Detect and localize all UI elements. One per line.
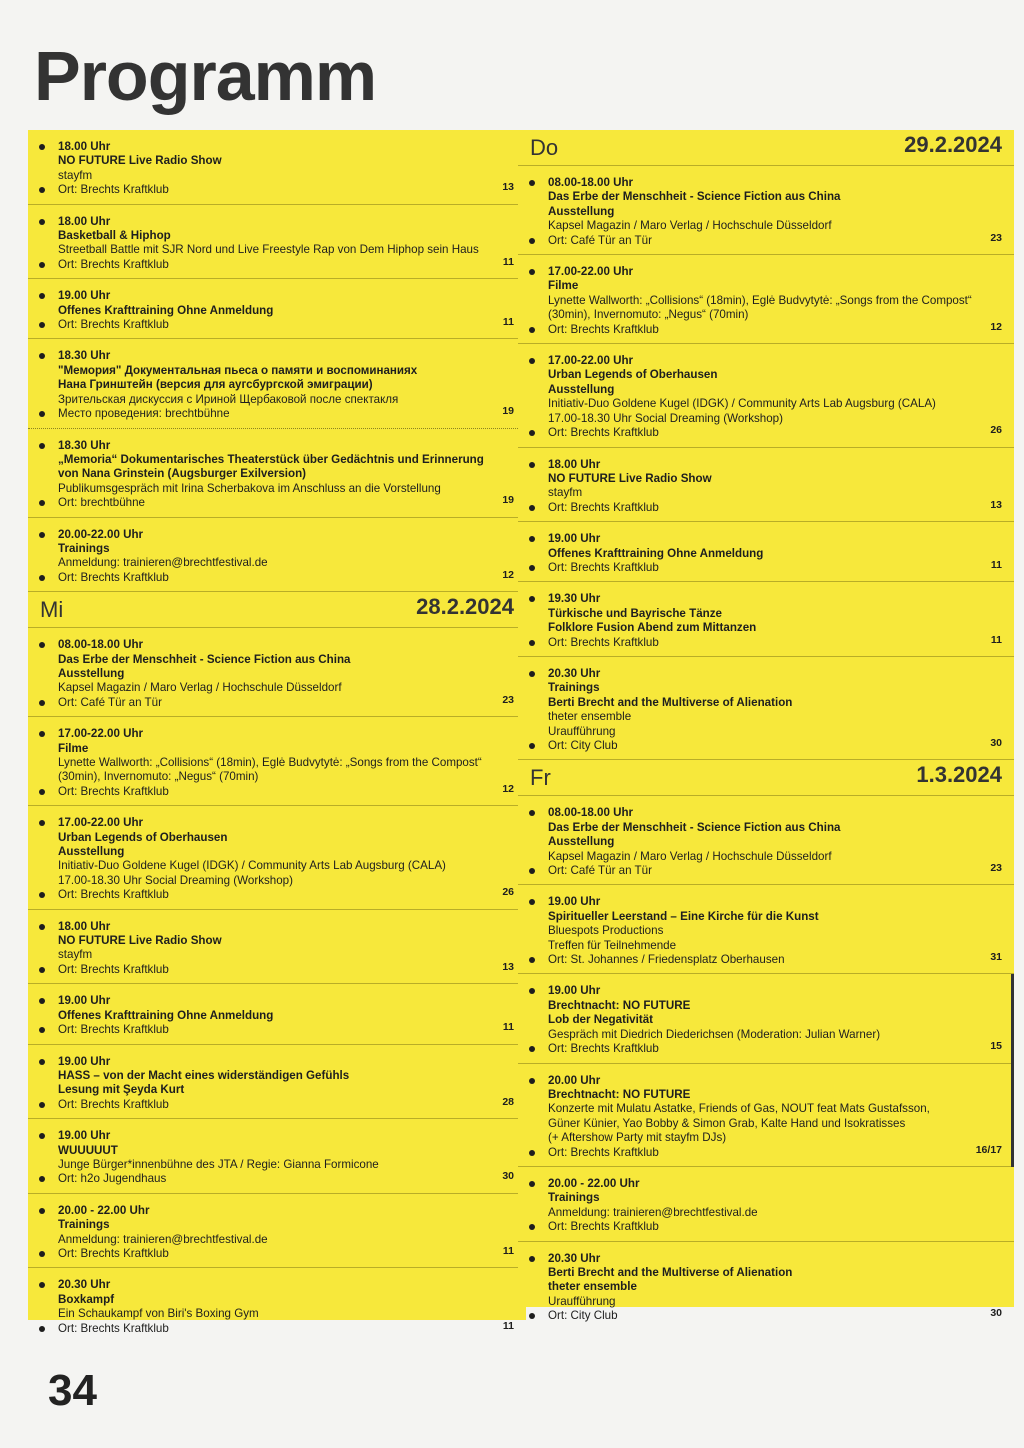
bulleted-line: Ort: Café Tür an Tür — [548, 234, 978, 248]
bulleted-line: 08.00-18.00 Uhr — [548, 176, 978, 190]
event-line: Trainings — [548, 681, 600, 695]
event-entry — [28, 628, 526, 717]
event-line: Initiativ-Duo Goldene Kugel (IDGK) / Community Arts Lab Augsburg (CALA) — [58, 859, 446, 873]
event-line: (30min), Invernomuto: „Negus“ (70min) — [58, 770, 259, 784]
event-line: Uraufführung — [548, 1294, 616, 1308]
bulleted-line: Ort: St. Johannes / Friedensplatz Oberhausen — [548, 953, 978, 967]
bulleted-line: 18.00 Uhr — [58, 920, 490, 934]
event-entry — [518, 1064, 1014, 1167]
bulleted-line: Ort: Brechts Kraftklub — [58, 963, 490, 977]
event-entry — [28, 984, 526, 1044]
event-line: Streetball Battle mit SJR Nord und Live Freestyle Rap von Dem Hiphop sein Haus — [58, 243, 479, 257]
event-entry — [28, 518, 526, 593]
bulleted-line: Ort: Brechts Kraftklub — [58, 258, 490, 272]
event-line: Нана Гринштейн (версия для аугсбургской эмиграции) — [58, 378, 373, 392]
event-line: Ein Schaukampf von Biri's Boxing Gym — [58, 1307, 259, 1321]
event-line: Brechtnacht: NO FUTURE — [548, 998, 691, 1012]
bulleted-line: 17.00-22.00 Uhr — [548, 265, 978, 279]
event-line: theter ensemble — [548, 710, 632, 724]
page-reference: 11 — [990, 558, 1002, 571]
bulleted-line: 18.00 Uhr — [548, 458, 978, 472]
page-reference: 11 — [502, 1021, 514, 1034]
bulleted-line: 20.00 Uhr — [548, 1074, 978, 1088]
event-line: theter ensemble — [548, 1280, 637, 1294]
event-entry — [28, 339, 526, 428]
bulleted-line: Ort: Brechts Kraftklub — [58, 318, 490, 332]
event-entry — [28, 205, 526, 280]
bulleted-line: Место проведения: brechtbühne — [58, 407, 490, 421]
day-header — [28, 592, 526, 628]
event-line: Offenes Krafttraining Ohne Anmeldung — [58, 303, 274, 317]
event-line: Anmeldung: trainieren@brechtfestival.de — [58, 1232, 268, 1246]
page-reference: 15 — [990, 1040, 1002, 1053]
bulleted-line: Ort: h2o Jugendhaus — [58, 1172, 490, 1186]
bulleted-line: Ort: Brechts Kraftklub — [58, 183, 490, 197]
event-line: Basketball & Hiphop — [58, 229, 171, 243]
event-line: Uraufführung — [548, 724, 616, 738]
event-line: 17.00-18.30 Uhr Social Dreaming (Workshop) — [548, 411, 783, 425]
page-reference: 12 — [990, 320, 1002, 333]
bulleted-line: 20.30 Uhr — [548, 1252, 978, 1266]
bulleted-line: Ort: Brechts Kraftklub — [58, 1098, 490, 1112]
event-line: Urban Legends of Oberhausen — [58, 830, 228, 844]
bulleted-line: Ort: Brechts Kraftklub — [58, 785, 490, 799]
event-line: Ausstellung — [548, 835, 615, 849]
event-line: stayfm — [58, 948, 93, 962]
event-line: Зрительская дискуссия с Ириной Щербаковой после спектакля — [58, 392, 399, 406]
page-reference: 12 — [502, 782, 514, 795]
bulleted-line: Ort: Brechts Kraftklub — [58, 1247, 490, 1261]
event-entry — [518, 796, 1014, 885]
page-reference: 26 — [990, 424, 1002, 437]
event-line: Gespräch mit Diedrich Diederichsen (Moderation: Julian Warner) — [548, 1027, 881, 1041]
event-entry — [28, 130, 526, 205]
bulleted-line: 19.30 Uhr — [548, 592, 978, 606]
event-entry — [28, 717, 526, 806]
event-line: Das Erbe der Menschheit - Science Fiction aus China — [58, 652, 351, 666]
event-entry — [518, 1242, 1014, 1330]
bulleted-line: Ort: Café Tür an Tür — [58, 696, 490, 710]
event-line: Lynette Wallworth: „Collisions“ (18min), Eglė Budvytytė: „Songs from the Compost“ — [548, 293, 972, 307]
bulleted-line: 19.00 Uhr — [548, 984, 978, 998]
bulleted-line: 18.00 Uhr — [58, 140, 490, 154]
bulleted-line: 08.00-18.00 Uhr — [548, 806, 978, 820]
page-reference: 23 — [990, 862, 1002, 875]
page-reference: 16/17 — [975, 1143, 1002, 1156]
event-line: Initiativ-Duo Goldene Kugel (IDGK) / Community Arts Lab Augsburg (CALA) — [548, 397, 936, 411]
page-reference: 28 — [502, 1095, 514, 1108]
event-line: Das Erbe der Menschheit - Science Fiction aus China — [548, 190, 841, 204]
event-entry — [518, 657, 1014, 760]
event-line: Ausstellung — [548, 382, 615, 396]
event-line: Junge Bürger*innenbühne des JTA / Regie: Gianna Formicone — [58, 1157, 379, 1171]
page-reference: 13 — [990, 498, 1002, 511]
event-line: Kapsel Magazin / Maro Verlag / Hochschule Düsseldorf — [548, 219, 832, 233]
event-line: Türkische und Bayrische Tänze — [548, 606, 722, 620]
page-reference: 23 — [990, 231, 1002, 244]
event-entry — [28, 1268, 526, 1342]
bulleted-line: Ort: Brechts Kraftklub — [58, 571, 490, 585]
bulleted-line: 20.30 Uhr — [58, 1278, 490, 1292]
event-line: Güner Künier, Yao Bobby & Simon Grab, Kalte Hand und Isokratisses — [548, 1116, 906, 1130]
bulleted-line: 20.00-22.00 Uhr — [58, 528, 490, 542]
event-line: Filme — [548, 279, 579, 293]
bulleted-line: Ort: Brechts Kraftklub — [548, 426, 978, 440]
event-line: NO FUTURE Live Radio Show — [58, 934, 222, 948]
page-reference: 30 — [502, 1170, 514, 1183]
bulleted-line: Ort: Brechts Kraftklub — [58, 888, 490, 902]
bulleted-line: Ort: City Club — [548, 739, 978, 753]
event-line: Trainings — [58, 1218, 110, 1232]
event-line: Trainings — [58, 541, 110, 555]
event-entry — [518, 344, 1014, 447]
event-entry — [28, 429, 526, 518]
event-line: Ausstellung — [548, 204, 615, 218]
page-reference: 19 — [502, 405, 514, 418]
page-reference: 11 — [502, 255, 514, 268]
event-line: von Nana Grinstein (Augsburger Exilversion) — [58, 467, 307, 481]
event-entry — [518, 448, 1014, 523]
event-line: Folklore Fusion Abend zum Mittanzen — [548, 621, 757, 635]
day-header — [518, 130, 1014, 166]
event-entry — [518, 974, 1014, 1063]
bulleted-line: Ort: Brechts Kraftklub — [58, 1023, 490, 1037]
bulleted-line: 19.00 Uhr — [548, 895, 978, 909]
page-reference: 19 — [502, 494, 514, 507]
bulleted-line: Ort: Brechts Kraftklub — [548, 636, 978, 650]
bulleted-line: 19.00 Uhr — [548, 532, 978, 546]
day-name: Do — [530, 135, 559, 160]
event-line: "Мемория" Документальная пьеса о памяти и воспоминаниях — [58, 363, 418, 377]
page-reference: 30 — [990, 1307, 1002, 1320]
event-line: Spiritueller Leerstand – Eine Kirche für die Kunst — [548, 909, 819, 923]
event-line: Boxkampf — [58, 1292, 115, 1306]
event-entry — [518, 166, 1014, 255]
event-line: Ausstellung — [58, 845, 125, 859]
event-line: Offenes Krafttraining Ohne Anmeldung — [548, 546, 764, 560]
page-reference: 31 — [990, 951, 1002, 964]
page-title: Programm — [34, 37, 377, 115]
page-reference: 26 — [502, 886, 514, 899]
event-line: Anmeldung: trainieren@brechtfestival.de — [548, 1205, 758, 1219]
bulleted-line: Ort: Brechts Kraftklub — [548, 1042, 978, 1056]
event-line: HASS – von der Macht eines widerständigen Gefühls — [58, 1068, 350, 1082]
page-reference: 13 — [502, 960, 514, 973]
bulleted-line: Ort: Brechts Kraftklub — [548, 1220, 978, 1234]
event-entry — [518, 255, 1014, 344]
event-line: NO FUTURE Live Radio Show — [548, 471, 712, 485]
bulleted-line: Ort: Brechts Kraftklub — [548, 561, 978, 575]
bulleted-line: 19.00 Uhr — [58, 1129, 490, 1143]
event-entry — [28, 1119, 526, 1194]
event-line: Kapsel Magazin / Maro Verlag / Hochschule Düsseldorf — [548, 849, 832, 863]
bulleted-line: 20.30 Uhr — [548, 667, 978, 681]
bulleted-line: Ort: Brechts Kraftklub — [548, 1146, 978, 1160]
day-name: Fr — [530, 765, 551, 791]
event-entry — [28, 806, 526, 909]
event-line: Ausstellung — [58, 666, 125, 680]
event-line: Brechtnacht: NO FUTURE — [548, 1087, 691, 1101]
page-reference: 11 — [990, 633, 1002, 646]
page-reference: 30 — [990, 737, 1002, 749]
event-entry — [28, 279, 526, 339]
event-entry — [28, 1194, 526, 1269]
event-line: Treffen für Teilnehmende — [548, 938, 677, 952]
bulleted-line: 19.00 Uhr — [58, 1055, 490, 1069]
event-entry — [518, 522, 1014, 582]
day-date: 28.2.2024 — [416, 594, 514, 620]
bulleted-line: 18.30 Uhr — [58, 439, 490, 453]
day-date: 29.2.2024 — [904, 132, 1002, 157]
bulleted-line: 17.00-22.00 Uhr — [58, 816, 490, 830]
bulleted-line: Ort: Brechts Kraftklub — [58, 1322, 490, 1336]
event-line: Lob der Negativität — [548, 1013, 654, 1027]
event-line: Konzerte mit Mulatu Astatke, Friends of Gas, NOUT feat Mats Gustafsson, — [548, 1102, 930, 1116]
page-reference: 11 — [502, 1244, 514, 1257]
event-line: Das Erbe der Menschheit - Science Fiction aus China — [548, 820, 841, 834]
schedule-column-right — [518, 130, 1014, 1323]
page-reference: 11 — [502, 316, 514, 329]
event-line: Berti Brecht and the Multiverse of Alienation — [548, 695, 793, 709]
event-line: 17.00-18.30 Uhr Social Dreaming (Workshop) — [58, 873, 293, 887]
bulleted-line: 08.00-18.00 Uhr — [58, 638, 490, 652]
event-line: (30min), Invernomuto: „Negus“ (70min) — [548, 308, 749, 322]
page-reference: 11 — [502, 1319, 514, 1332]
bulleted-line: Ort: Café Tür an Tür — [548, 864, 978, 878]
day-name: Mi — [40, 597, 64, 623]
event-line: Urban Legends of Oberhausen — [548, 368, 718, 382]
event-line: NO FUTURE Live Radio Show — [58, 154, 222, 168]
day-date: 1.3.2024 — [916, 762, 1002, 788]
day-header — [518, 760, 1014, 796]
event-line: Lynette Wallworth: „Collisions“ (18min), Eglė Budvytytė: „Songs from the Compost“ — [58, 756, 482, 769]
bulleted-line: 20.00 - 22.00 Uhr — [548, 1177, 978, 1191]
event-entry — [518, 885, 1014, 974]
bulleted-line: Ort: Brechts Kraftklub — [548, 323, 978, 337]
bulleted-line: Ort: City Club — [548, 1309, 978, 1323]
bulleted-line: 17.00-22.00 Uhr — [548, 354, 978, 368]
event-line: Publikumsgespräch mit Irina Scherbakova im Anschluss an die Vorstellung — [58, 481, 441, 495]
event-line: WUUUUUT — [58, 1143, 118, 1157]
page-reference: 13 — [502, 181, 514, 194]
bulleted-line: 17.00-22.00 Uhr — [58, 727, 490, 741]
event-line: Offenes Krafttraining Ohne Anmeldung — [58, 1008, 274, 1022]
bulleted-line: 20.00 - 22.00 Uhr — [58, 1204, 490, 1218]
event-entry — [518, 1167, 1014, 1242]
event-line: Bluespots Productions — [548, 924, 664, 938]
event-line: stayfm — [548, 486, 583, 500]
event-line: Anmeldung: trainieren@brechtfestival.de — [58, 556, 268, 570]
event-line: Kapsel Magazin / Maro Verlag / Hochschule Düsseldorf — [58, 681, 342, 695]
bulleted-line: 18.00 Uhr — [58, 215, 490, 229]
schedule-column-left — [28, 130, 526, 1335]
event-line: „Memoria“ Dokumentarisches Theaterstück über Gedächtnis und Erinnerung — [58, 452, 484, 466]
page-reference: 23 — [502, 693, 514, 706]
event-line: Filme — [58, 741, 89, 755]
event-line: Berti Brecht and the Multiverse of Alienation — [548, 1265, 793, 1279]
bulleted-line: 19.00 Uhr — [58, 289, 490, 303]
page-reference: 12 — [502, 568, 514, 581]
event-entry — [518, 582, 1014, 657]
event-entry — [28, 910, 526, 985]
event-line: Lesung mit Şeyda Kurt — [58, 1083, 185, 1097]
event-line: Trainings — [548, 1191, 600, 1205]
bulleted-line: 19.00 Uhr — [58, 994, 490, 1008]
event-entry — [28, 1045, 526, 1120]
event-line: (+ Aftershow Party mit stayfm DJs) — [548, 1131, 727, 1145]
page-number: 34 — [48, 1366, 97, 1415]
bulleted-line: 18.30 Uhr — [58, 349, 490, 363]
event-line: stayfm — [58, 168, 93, 182]
bulleted-line: Ort: brechtbühne — [58, 496, 490, 510]
bulleted-line: Ort: Brechts Kraftklub — [548, 501, 978, 515]
